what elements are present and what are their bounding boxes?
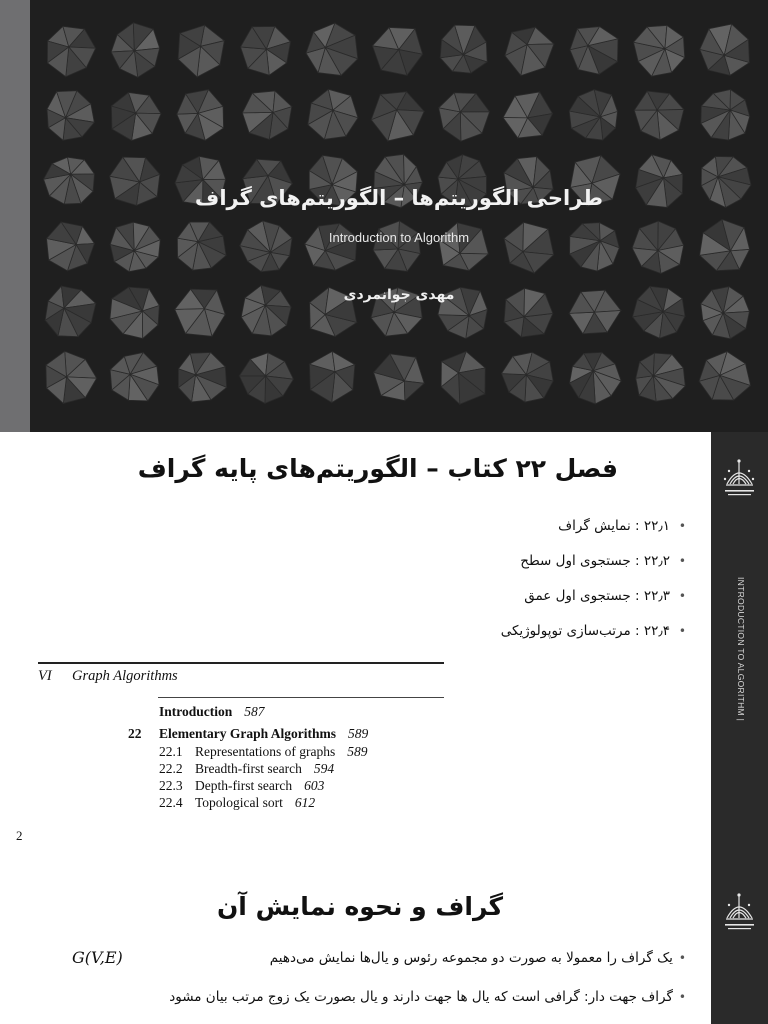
toc-part-title: Graph Algorithms (72, 668, 178, 684)
toc-part-heading (38, 668, 178, 685)
toc-chapter-page: 589 (348, 726, 369, 741)
toc-section-row (159, 761, 334, 777)
polyhedron-shape (178, 352, 226, 402)
university-logo-icon (717, 888, 762, 950)
polyhedron-facet (404, 381, 424, 401)
polyhedron-shape (632, 221, 683, 273)
polyhedron-shape (441, 351, 485, 404)
toc-intro-page: 587 (244, 704, 265, 719)
toc-part-number: VI (38, 668, 52, 684)
bullet-dot-icon: • (678, 990, 686, 1004)
university-logo-icon (717, 454, 762, 516)
polyhedron-shape (177, 90, 224, 141)
polyhedron-shape (503, 92, 552, 138)
bullet-dot-icon: • (678, 951, 686, 965)
section-bullet-list (266, 516, 686, 656)
presentation-title: طراحی الگوریتم‌ها – الگوریتم‌های گراف (194, 186, 604, 210)
title-slide-left-strip (0, 0, 30, 432)
bullet-text: ۲۲٫۲ : جستجوی اول سطح (520, 553, 670, 569)
bullet-item (266, 621, 686, 656)
polyhedron-shape (374, 354, 425, 401)
toc-section-row (159, 778, 324, 794)
polyhedron-shape (570, 27, 618, 75)
polyhedron-shape (569, 90, 617, 140)
presentation-author: مهدی جوانمردی (343, 287, 455, 303)
university-sidebar (711, 432, 768, 866)
polyhedron-shape (240, 26, 290, 75)
university-sidebar (711, 866, 768, 1024)
graph-formula: G(V,E) (72, 948, 123, 967)
polyhedron-shape (373, 221, 420, 271)
bullet-dot-icon: • (678, 624, 686, 638)
polyhedron-shape (242, 91, 291, 139)
polyhedron-shape (701, 90, 750, 140)
toc-section-page: 612 (294, 795, 316, 810)
polyhedron-shape (502, 352, 554, 402)
toc-section-title: Breadth-first search (195, 761, 302, 776)
bullet-text: ۲۲٫۳ : جستجوی اول عمق (524, 588, 670, 604)
toc-section-row (159, 795, 315, 811)
toc-section-title: Topological sort (195, 795, 283, 810)
bullet-text: ۲۲٫۴ : مرتب‌سازی توپولوژیکی (500, 623, 670, 639)
bullet-text: ۲۲٫۱ : نمایش گراف (558, 518, 670, 534)
bullet-item (266, 516, 686, 551)
directed-graph-bullet (66, 986, 686, 1008)
graph-slide-heading: گراف و نحوه نمایش آن (216, 892, 504, 921)
directed-graph-text: گراف جهت دار: گرافی است که یال ها جهت دارند و یال بصورت یک زوج مرتب بیان مشود (169, 989, 673, 1005)
polyhedron-shape (110, 352, 159, 400)
sidebar-vertical-caption (711, 552, 768, 852)
polyhedron-shape (634, 91, 684, 140)
chapter-slide (0, 432, 768, 866)
toc-chapter-title: Elementary Graph Algorithms (159, 726, 336, 741)
toc-section-page: 603 (304, 778, 325, 793)
polyhedron-shape (440, 25, 487, 73)
chapter-heading: فصل ۲۲ کتاب – الگوریتم‌های پایه گراف (137, 454, 618, 483)
toc-section-number: 22.4 (159, 795, 183, 810)
polyhedron-shape (699, 351, 751, 400)
polyhedron-shape (700, 24, 750, 75)
polyhedron-shape (111, 92, 161, 140)
polyhedron-shape (570, 352, 622, 403)
bullet-dot-icon: • (678, 589, 686, 603)
polyhedron-shape (111, 23, 159, 78)
toc-section-number: 22.3 (159, 778, 183, 793)
bullet-dot-icon: • (678, 519, 686, 533)
graph-definition-bullet (246, 950, 686, 966)
polyhedron-shape (308, 89, 358, 139)
toc-chapter-number: 22 (128, 726, 142, 741)
toc-top-rule (38, 662, 444, 664)
bullet-item (266, 551, 686, 586)
polyhedron-shape (633, 25, 684, 76)
polyhedron-shape (309, 351, 354, 402)
toc-section-page: 594 (313, 761, 335, 776)
bullet-item (266, 586, 686, 621)
polyhedron-shape (505, 27, 554, 75)
toc-section-page: 589 (347, 744, 368, 759)
polyhedron-shape (178, 25, 224, 77)
toc-section-row (159, 744, 367, 760)
polyhedron-shape (439, 93, 490, 141)
polyhedron-shape (371, 92, 424, 141)
title-slide (0, 0, 768, 432)
toc-section-number: 22.2 (159, 761, 183, 776)
graph-definition-text: یک گراف را معمولا به صورت دو مجموعه رئوس و یال‌ها نمایش می‌دهیم (269, 950, 673, 966)
bullet-dot-icon: • (678, 554, 686, 568)
toc-section-title: Representations of graphs (195, 744, 336, 759)
slide-page-number: 2 (16, 828, 23, 843)
polyhedron-shape (372, 27, 422, 75)
polyhedron-shape (47, 91, 94, 141)
toc-section-title: Depth-first search (195, 778, 293, 793)
polyhedron-shape (240, 221, 292, 272)
polyhedron-shape (636, 353, 685, 401)
sidebar-caption-text: INTRODUCTION TO ALGORITHM | (736, 577, 746, 722)
toc-intro-label: Introduction (159, 704, 233, 719)
toc-divider (158, 697, 444, 698)
toc-section-number: 22.1 (159, 744, 183, 759)
polyhedra-background-pattern (30, 0, 768, 432)
polyhedron-shape (46, 351, 97, 403)
polyhedron-shape (239, 353, 293, 404)
presentation-subtitle: Introduction to Algorithm (328, 230, 470, 245)
graph-representation-slide (0, 866, 768, 1024)
toc-chapter-row (128, 726, 368, 742)
toc-intro-row (159, 704, 265, 720)
polyhedron-shape (47, 26, 95, 76)
polyhedron-shape (306, 23, 358, 75)
